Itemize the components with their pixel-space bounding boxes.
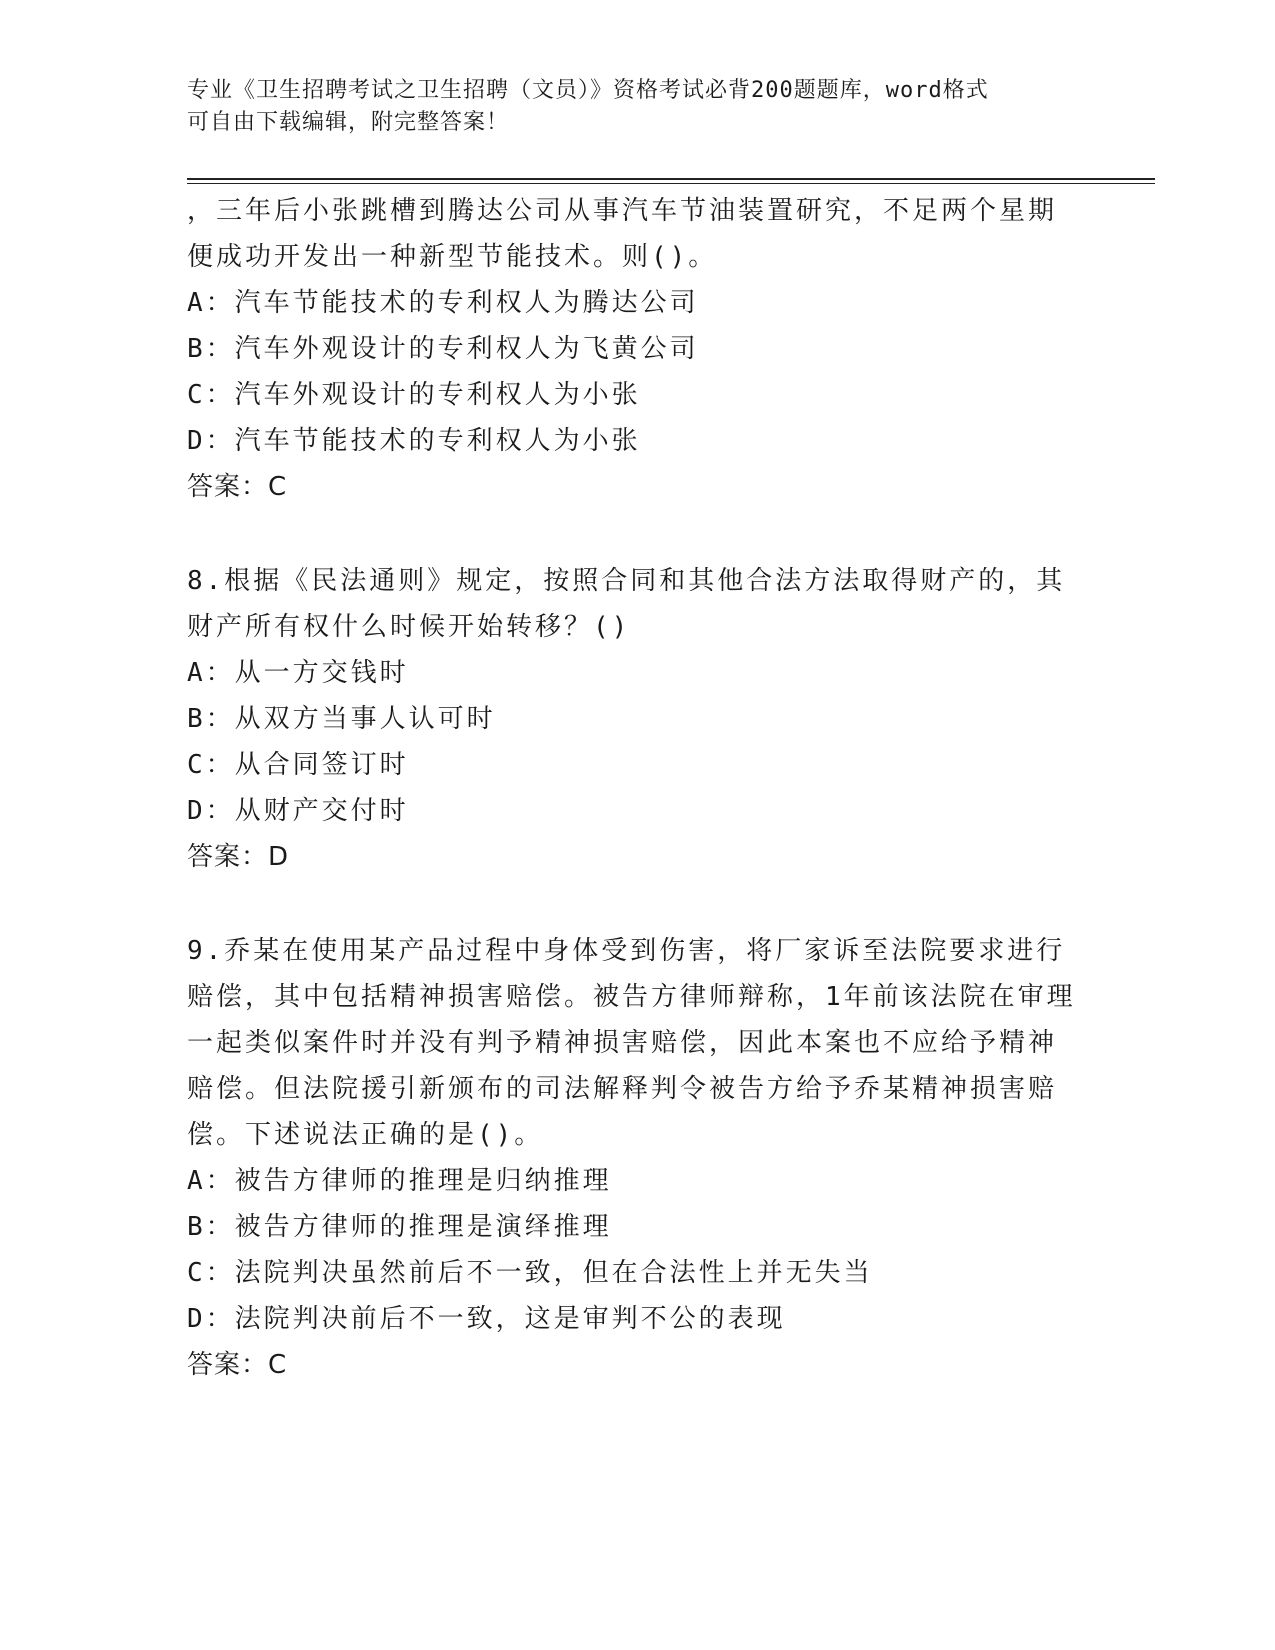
question-spacer <box>187 510 1087 558</box>
option-c: C：法院判决虽然前后不一致，但在合法性上并无失当 <box>187 1258 873 1288</box>
question-stem-line: 8.根据《民法通则》规定，按照合同和其他合法方法取得财产的，其 <box>187 566 1066 596</box>
header-title-line-1: 专业《卫生招聘考试之卫生招聘（文员）》资格考试必背200题题库，word格式 <box>187 78 989 103</box>
header-title-line-2: 可自由下载编辑，附完整答案！ <box>187 110 510 135</box>
question-block <box>187 558 1087 880</box>
question-stem-line: 偿。下述说法正确的是()。 <box>187 1120 544 1150</box>
question-stem-line: 一起类似案件时并没有判予精神损害赔偿，因此本案也不应给予精神 <box>187 1028 1058 1058</box>
question-block <box>187 188 1087 510</box>
option-d: D：法院判决前后不一致，这是审判不公的表现 <box>187 1304 786 1334</box>
question-stem-line: 便成功开发出一种新型节能技术。则()。 <box>187 242 718 272</box>
question-stem-line: 9.乔某在使用某产品过程中身体受到伤害，将厂家诉至法院要求进行 <box>187 936 1066 966</box>
option-b: B：从双方当事人认可时 <box>187 704 496 734</box>
question-stem-line: 财产所有权什么时候开始转移？() <box>187 612 631 642</box>
option-d: D：汽车节能技术的专利权人为小张 <box>187 426 641 456</box>
question-stem-line: 赔偿，其中包括精神损害赔偿。被告方律师辩称，1年前该法院在审理 <box>187 982 1076 1012</box>
header-divider-thick <box>187 178 1155 180</box>
answer-line: 答案：D <box>187 842 290 872</box>
option-c: C：从合同签订时 <box>187 750 409 780</box>
question-block <box>187 928 1087 1388</box>
option-b: B：汽车外观设计的专利权人为飞黄公司 <box>187 334 699 364</box>
option-a: A：从一方交钱时 <box>187 658 409 688</box>
answer-line: 答案：C <box>187 472 288 502</box>
question-stem-line: ，三年后小张跳槽到腾达公司从事汽车节油装置研究，不足两个星期 <box>187 196 1058 226</box>
option-b: B：被告方律师的推理是演绎推理 <box>187 1212 612 1242</box>
option-c: C：汽车外观设计的专利权人为小张 <box>187 380 641 410</box>
option-a: A：被告方律师的推理是归纳推理 <box>187 1166 612 1196</box>
option-a: A：汽车节能技术的专利权人为腾达公司 <box>187 288 699 318</box>
document-header <box>187 75 1067 139</box>
answer-line: 答案：C <box>187 1350 288 1380</box>
option-d: D：从财产交付时 <box>187 796 409 826</box>
header-divider-thin <box>187 183 1155 184</box>
question-list <box>187 188 1087 1388</box>
question-stem-line: 赔偿。但法院援引新颁布的司法解释判令被告方给予乔某精神损害赔 <box>187 1074 1058 1104</box>
question-spacer <box>187 880 1087 928</box>
